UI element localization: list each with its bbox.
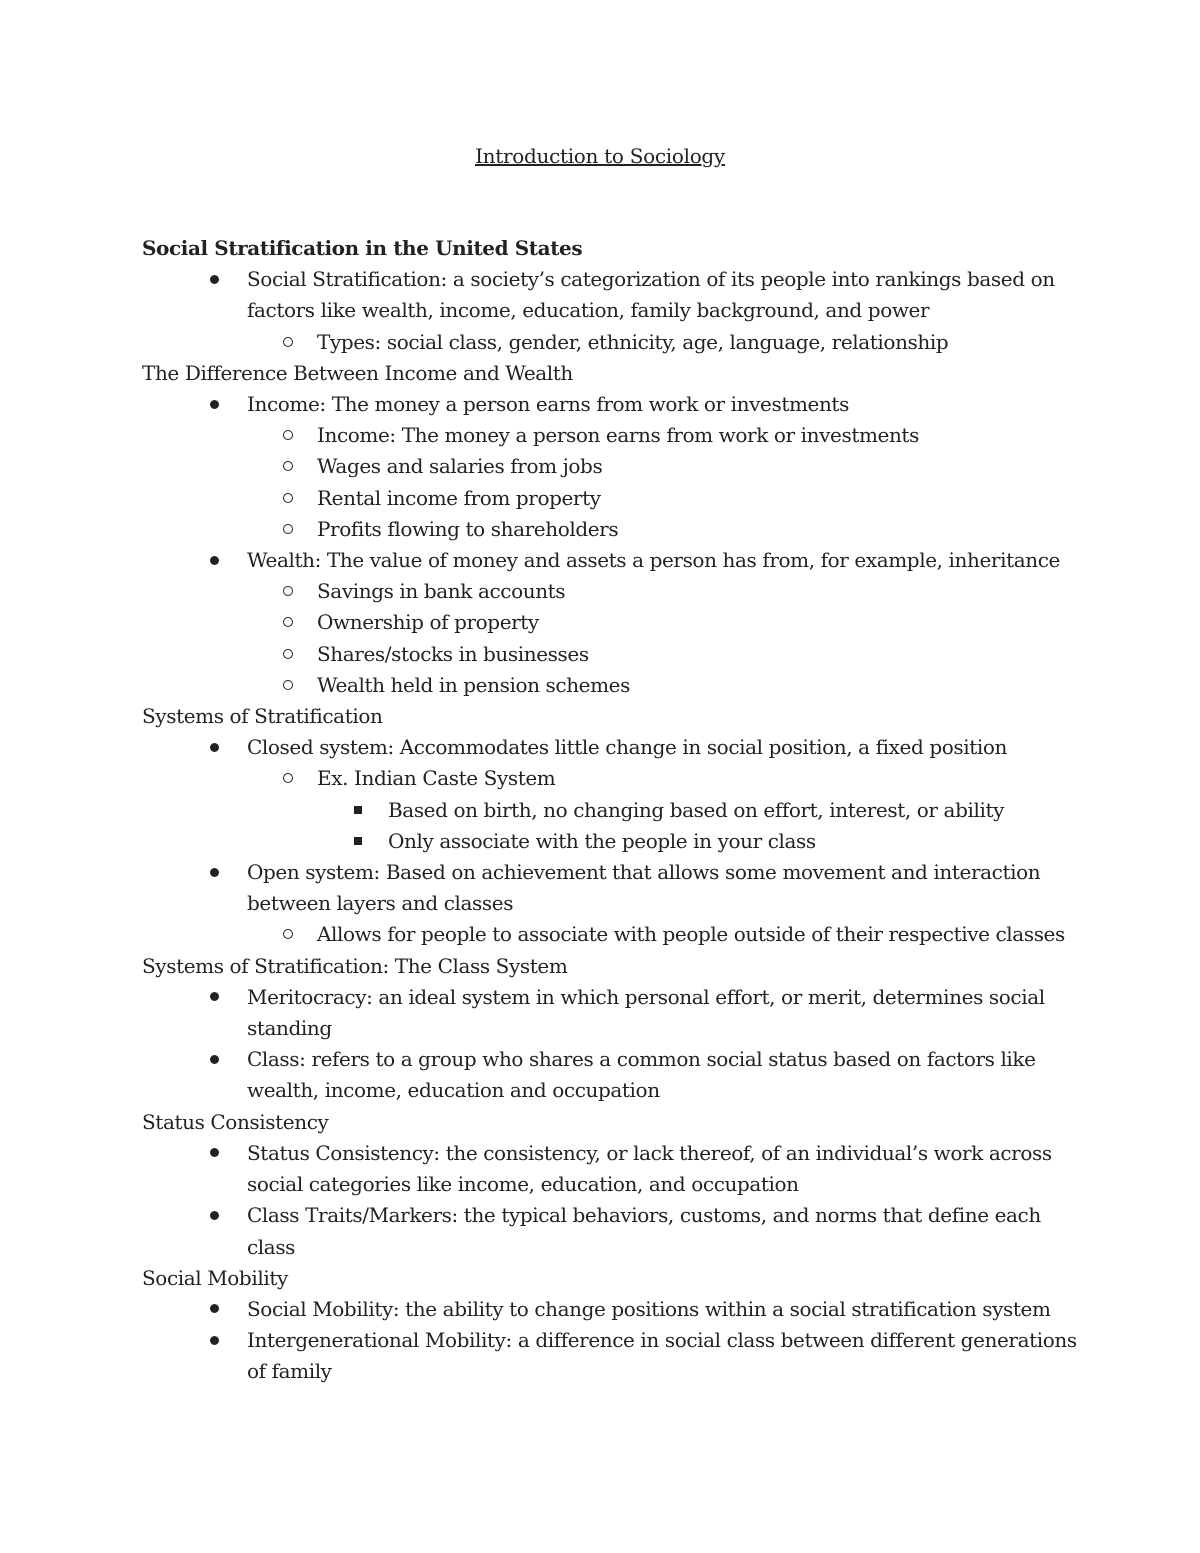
list-item xyxy=(142,763,1082,794)
bullet-dot-icon xyxy=(210,264,219,295)
bullet-list xyxy=(142,264,1082,358)
list-item xyxy=(142,1325,1082,1387)
list-item xyxy=(142,857,1082,919)
list-item-text: Income: The money a person earns from work or investments xyxy=(317,423,919,448)
list-item-text: Ex. Indian Caste System xyxy=(317,766,556,791)
list-item xyxy=(142,732,1082,763)
bullet-circle-icon xyxy=(283,670,293,701)
list-item-text: Shares/stocks in businesses xyxy=(317,641,589,666)
bullet-square-icon xyxy=(354,795,362,826)
list-item xyxy=(142,1200,1082,1262)
bullet-list xyxy=(142,732,1082,950)
bullet-circle-icon xyxy=(283,607,293,638)
list-item xyxy=(142,576,1082,607)
bullet-dot-icon xyxy=(210,732,219,763)
list-item xyxy=(142,545,1082,576)
list-item xyxy=(142,389,1082,420)
document-title: Introduction to Sociology xyxy=(475,144,725,168)
list-item xyxy=(142,264,1082,326)
bullet-circle-icon xyxy=(283,514,293,545)
section-heading-social-mobility: Social Mobility xyxy=(142,1265,288,1290)
bullet-circle-icon xyxy=(283,639,293,670)
list-item-text: Types: social class, gender, ethnicity, age, language, relationship xyxy=(317,329,949,354)
bullet-circle-icon xyxy=(283,576,293,607)
list-item-text: Savings in bank accounts xyxy=(317,579,566,604)
bullet-dot-icon xyxy=(210,982,219,1013)
list-item-text: Class Traits/Markers: the typical behaviors, customs, and norms that define each class xyxy=(247,1203,1041,1259)
list-item xyxy=(142,1138,1082,1200)
section-heading-income-wealth: The Difference Between Income and Wealth xyxy=(142,360,573,385)
list-item-text: Allows for people to associate with people outside of their respective classes xyxy=(317,922,1065,947)
list-item-text: Rental income from property xyxy=(317,485,601,510)
list-item-text: Only associate with the people in your class xyxy=(388,828,816,853)
list-item xyxy=(142,919,1082,950)
list-item xyxy=(142,639,1082,670)
list-item-text: Status Consistency: the consistency, or lack thereof, of an individual’s work across social categories like income, education, and occupation xyxy=(247,1140,1052,1197)
bullet-circle-icon xyxy=(283,327,293,358)
list-item xyxy=(142,670,1082,701)
section-heading-class-system: Systems of Stratification: The Class System xyxy=(142,953,568,978)
list-item-text: Income: The money a person earns from work or investments xyxy=(247,392,849,417)
bullet-circle-icon xyxy=(283,919,293,950)
list-item-text: Social Mobility: the ability to change positions within a social stratification system xyxy=(247,1296,1051,1321)
bullet-dot-icon xyxy=(210,1294,219,1325)
list-item xyxy=(142,795,1082,826)
bullet-dot-icon xyxy=(210,1138,219,1169)
list-item xyxy=(142,483,1082,514)
list-item xyxy=(142,607,1082,638)
bullet-list xyxy=(142,389,1082,701)
bullet-dot-icon xyxy=(210,1044,219,1075)
list-item xyxy=(142,1044,1082,1106)
bullet-square-icon xyxy=(354,826,362,857)
bullet-list xyxy=(142,982,1082,1107)
list-item xyxy=(142,1294,1082,1325)
bullet-dot-icon xyxy=(210,389,219,420)
bullet-circle-icon xyxy=(283,483,293,514)
list-item-text: Social Stratification: a society’s categorization of its people into rankings based on factors like wealth, income, education, family background, and power xyxy=(247,267,1055,323)
list-item-text: Ownership of property xyxy=(317,610,539,635)
list-item-text: Meritocracy: an ideal system in which personal effort, or merit, determines social standing xyxy=(247,984,1045,1041)
list-item xyxy=(142,826,1082,857)
list-item-text: Wages and salaries from jobs xyxy=(317,454,603,479)
bullet-dot-icon xyxy=(210,1325,219,1356)
list-item xyxy=(142,514,1082,545)
bullet-dot-icon xyxy=(210,1200,219,1231)
list-item xyxy=(142,982,1082,1044)
bullet-circle-icon xyxy=(283,420,293,451)
list-item-text: Wealth: The value of money and assets a person has from, for example, inheritance xyxy=(247,548,1060,573)
bullet-list xyxy=(142,1294,1082,1388)
list-item-text: Open system: Based on achievement that allows some movement and interaction between layers and classes xyxy=(247,860,1041,916)
list-item xyxy=(142,327,1082,358)
section-heading-social-stratification: Social Stratification in the United States xyxy=(142,236,583,260)
document-body xyxy=(142,233,1082,1388)
section-heading-status-consistency: Status Consistency xyxy=(142,1109,329,1134)
bullet-dot-icon xyxy=(210,545,219,576)
bullet-circle-icon xyxy=(283,763,293,794)
bullet-circle-icon xyxy=(283,451,293,482)
list-item xyxy=(142,420,1082,451)
bullet-dot-icon xyxy=(210,857,219,888)
list-item-text: Closed system: Accommodates little change in social position, a fixed position xyxy=(247,735,1007,760)
list-item-text: Intergenerational Mobility: a difference in social class between different generations of family xyxy=(247,1328,1077,1384)
list-item xyxy=(142,451,1082,482)
list-item-text: Class: refers to a group who shares a common social status based on factors like wealth, income, education and occupation xyxy=(247,1047,1036,1103)
section-heading-systems-of-stratification: Systems of Stratification xyxy=(142,704,383,729)
bullet-list xyxy=(142,1138,1082,1263)
list-item-text: Based on birth, no changing based on effort, interest, or ability xyxy=(388,797,1004,822)
list-item-text: Profits flowing to shareholders xyxy=(317,516,619,541)
list-item-text: Wealth held in pension schemes xyxy=(317,672,630,697)
